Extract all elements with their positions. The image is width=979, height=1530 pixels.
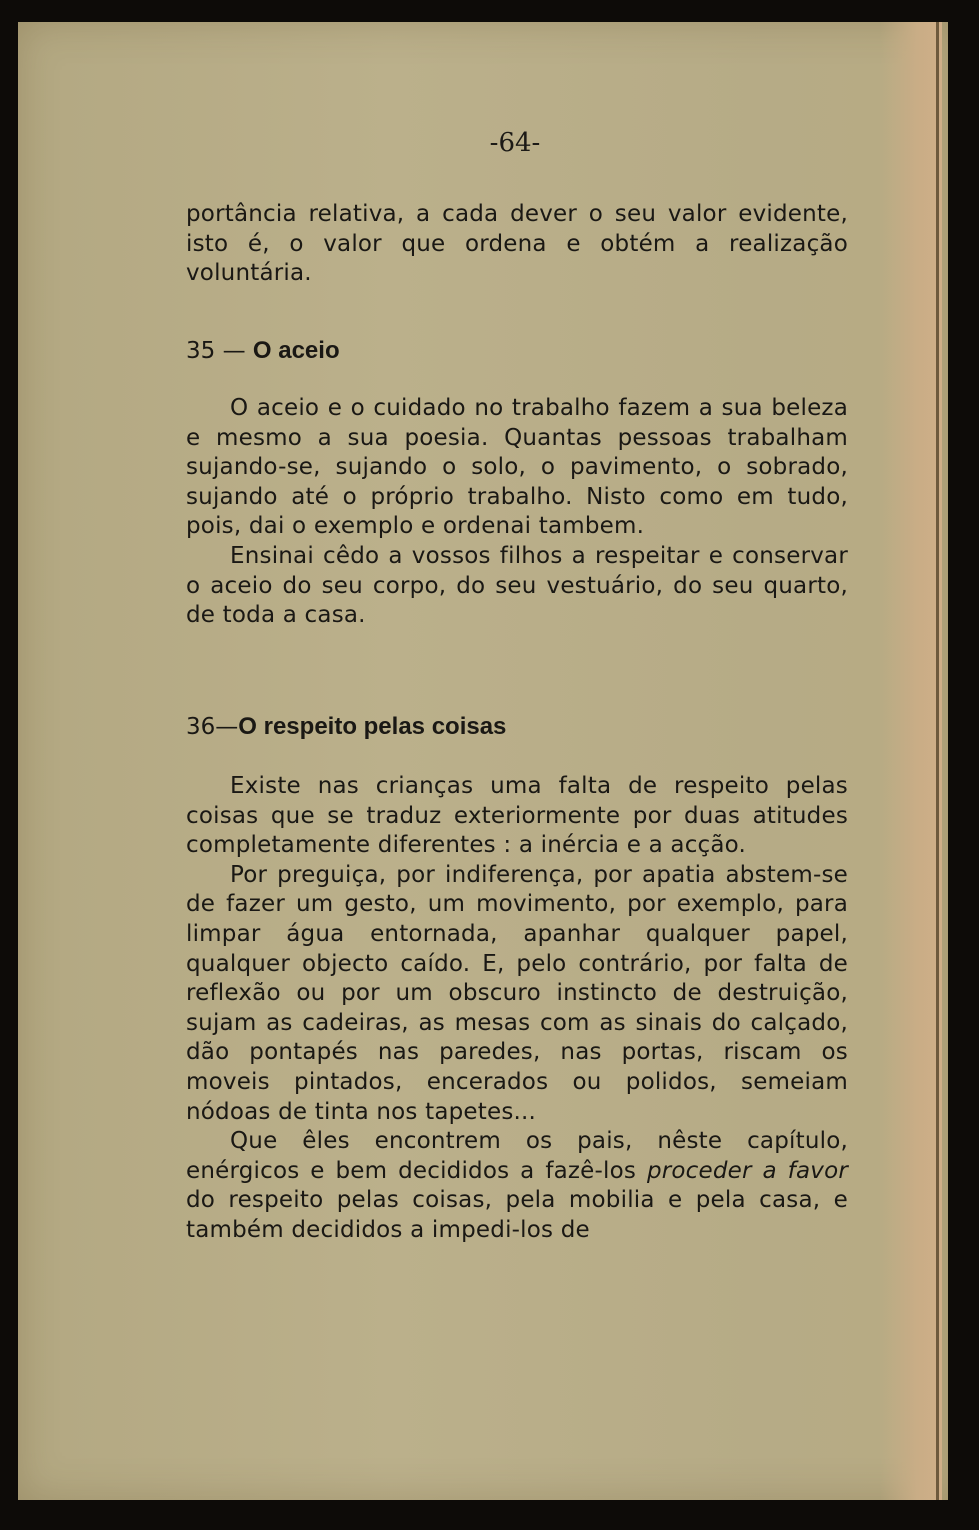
section-35-title: O aceio bbox=[252, 337, 340, 364]
section-36-paragraph-2: Por preguiça, por indiferença, por apatia abstem-se de fazer um gesto, um movimento, por exemplo, para limpar água entornada, apanhar qualquer papel, qualquer objecto caído. E, pelo contrário, por falta de reflexão ou por um obscuro instincto de destruição, sujam as cadeiras, as mesas com as sinais do calçado, dão pontapés nas paredes, nas portas, riscam os moveis pintados, encerados ou polidos, semeiam nódoas de tinta nos tapetes... bbox=[186, 861, 848, 1125]
binding-fold bbox=[936, 22, 939, 1500]
section-36-paragraph-3 bbox=[186, 1127, 848, 1245]
section-36-paragraph-3-italic: proceder a favor bbox=[646, 1157, 848, 1184]
section-36-number: 36— bbox=[186, 714, 239, 740]
section-36-paragraph-3-start: Que êles encontrem os pais, nêste capítulo, enérgicos e bem decididos a fazê-los bbox=[186, 1128, 848, 1184]
section-35-heading bbox=[186, 337, 340, 365]
section-36-heading bbox=[186, 713, 506, 741]
section-35-paragraph-2: Ensinai cêdo a vossos filhos a respeitar e conservar o aceio do seu corpo, do seu vestuário, do seu quarto, de toda a casa. bbox=[186, 542, 848, 629]
section-36-body bbox=[186, 772, 848, 1246]
page-number: -64- bbox=[489, 128, 541, 158]
page-edge-shadow bbox=[880, 22, 942, 1500]
section-35-paragraph-1: O aceio e o cuidado no trabalho fazem a sua beleza e mesmo a sua poesia. Quantas pessoas trabalham sujando-se, sujando o solo, o pavimento, o sobrado, sujando até o próprio trabalho. Nisto como em tudo, pois, dai o exemplo e ordenai tambem. bbox=[186, 395, 848, 540]
section-36-title: O respeito pelas coisas bbox=[238, 713, 507, 740]
section-35-body bbox=[186, 394, 848, 631]
opening-paragraph-block bbox=[186, 200, 848, 289]
section-35-number: 35 — bbox=[186, 338, 253, 364]
section-36-paragraph-3-end: do respeito pelas coisas, pela mobilia e pela casa, e também decididos a impedi-los de bbox=[186, 1187, 848, 1243]
opening-paragraph: portância relativa, a cada dever o seu valor evidente, isto é, o valor que ordena e obtém a realização voluntária. bbox=[186, 201, 848, 287]
section-36-paragraph-1: Existe nas crianças uma falta de respeito pelas coisas que se traduz exteriormente por duas atitudes completamente diferentes : a inércia e a acção. bbox=[186, 773, 848, 859]
